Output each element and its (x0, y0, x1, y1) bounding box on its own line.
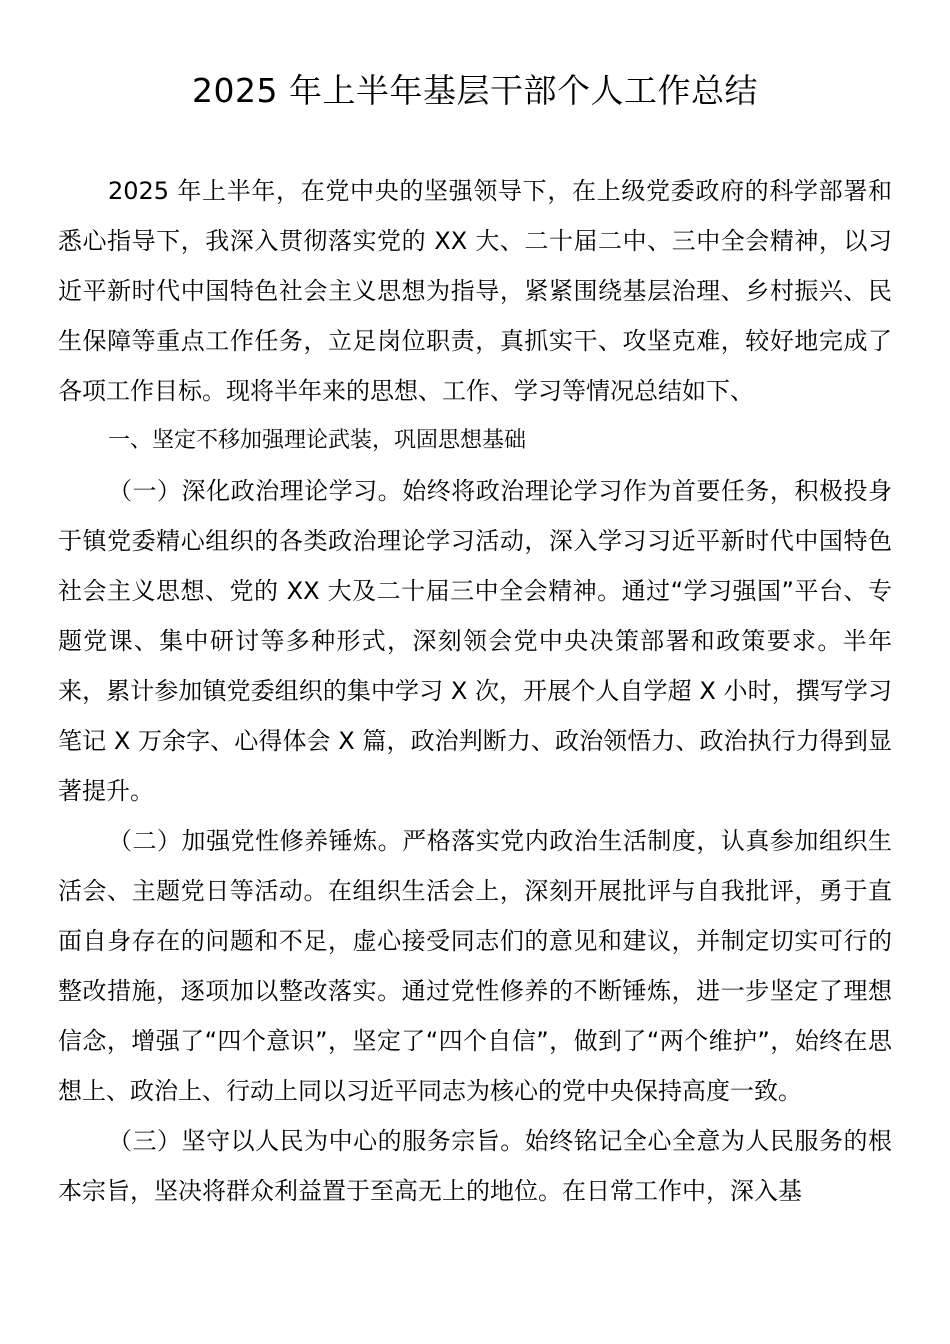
subsection-paragraph-3: （三）坚守以人民为中心的服务宗旨。始终铭记全心全意为人民服务的根本宗旨，坚决将群众利益置于至高无上的地位。在日常工作中，深入基 (58, 1127, 892, 1205)
intro-paragraph: 2025 年上半年，在党中央的坚强领导下，在上级党委政府的科学部署和悉心指导下，我深入贯彻落实党的 XX 大、二十届二中、三中全会精神，以习近平新时代中国特色社会主义思想为指导，紧紧围绕基层治理、乡村振兴、民生保障等重点工作任务，立足岗位职责，真抓实干、攻坚克难，较好地完成了各项工作目标。现将半年来的思想、工作、学习等情况总结如下、 (58, 177, 892, 405)
subsection-paragraph-2: （二）加强党性修养锤炼。严格落实党内政治生活制度，认真参加组织生活会、主题党日等活动。在组织生活会上，深刻开展批评与自我批评，勇于直面自身存在的问题和不足，虚心接受同志们的意见和建议，并制定切实可行的整改措施，逐项加以整改落实。通过党性修养的不断锤炼，进一步坚定了理想信念，增强了“四个意识”，坚定了“四个自信”，做到了“两个维护”，始终在思想上、政治上、行动上同以习近平同志为核心的党中央保持高度一致。 (58, 827, 892, 1105)
document-title: 2025 年上半年基层干部个人工作总结 (192, 71, 758, 110)
section-heading-1: 一、坚定不移加强理论武装，巩固思想基础 (108, 428, 527, 453)
document-body (58, 166, 892, 1216)
subsection-paragraph-1: （一）深化政治理论学习。始终将政治理论学习作为首要任务，积极投身于镇党委精心组织的各类政治理论学习活动，深入学习习近平新时代中国特色社会主义思想、党的 XX 大及二十届三中全会精神。通过“学习强国”平台、专题党课、集中研讨等多种形式，深刻领会党中央决策部署和政策要求。半年来，累计参加镇党委组织的集中学习 X 次，开展个人自学超 X 小时，撰写学习笔记 X 万余字、心得体会 X 篇，政治判断力、政治领悟力、政治执行力得到显著提升。 (58, 477, 892, 805)
